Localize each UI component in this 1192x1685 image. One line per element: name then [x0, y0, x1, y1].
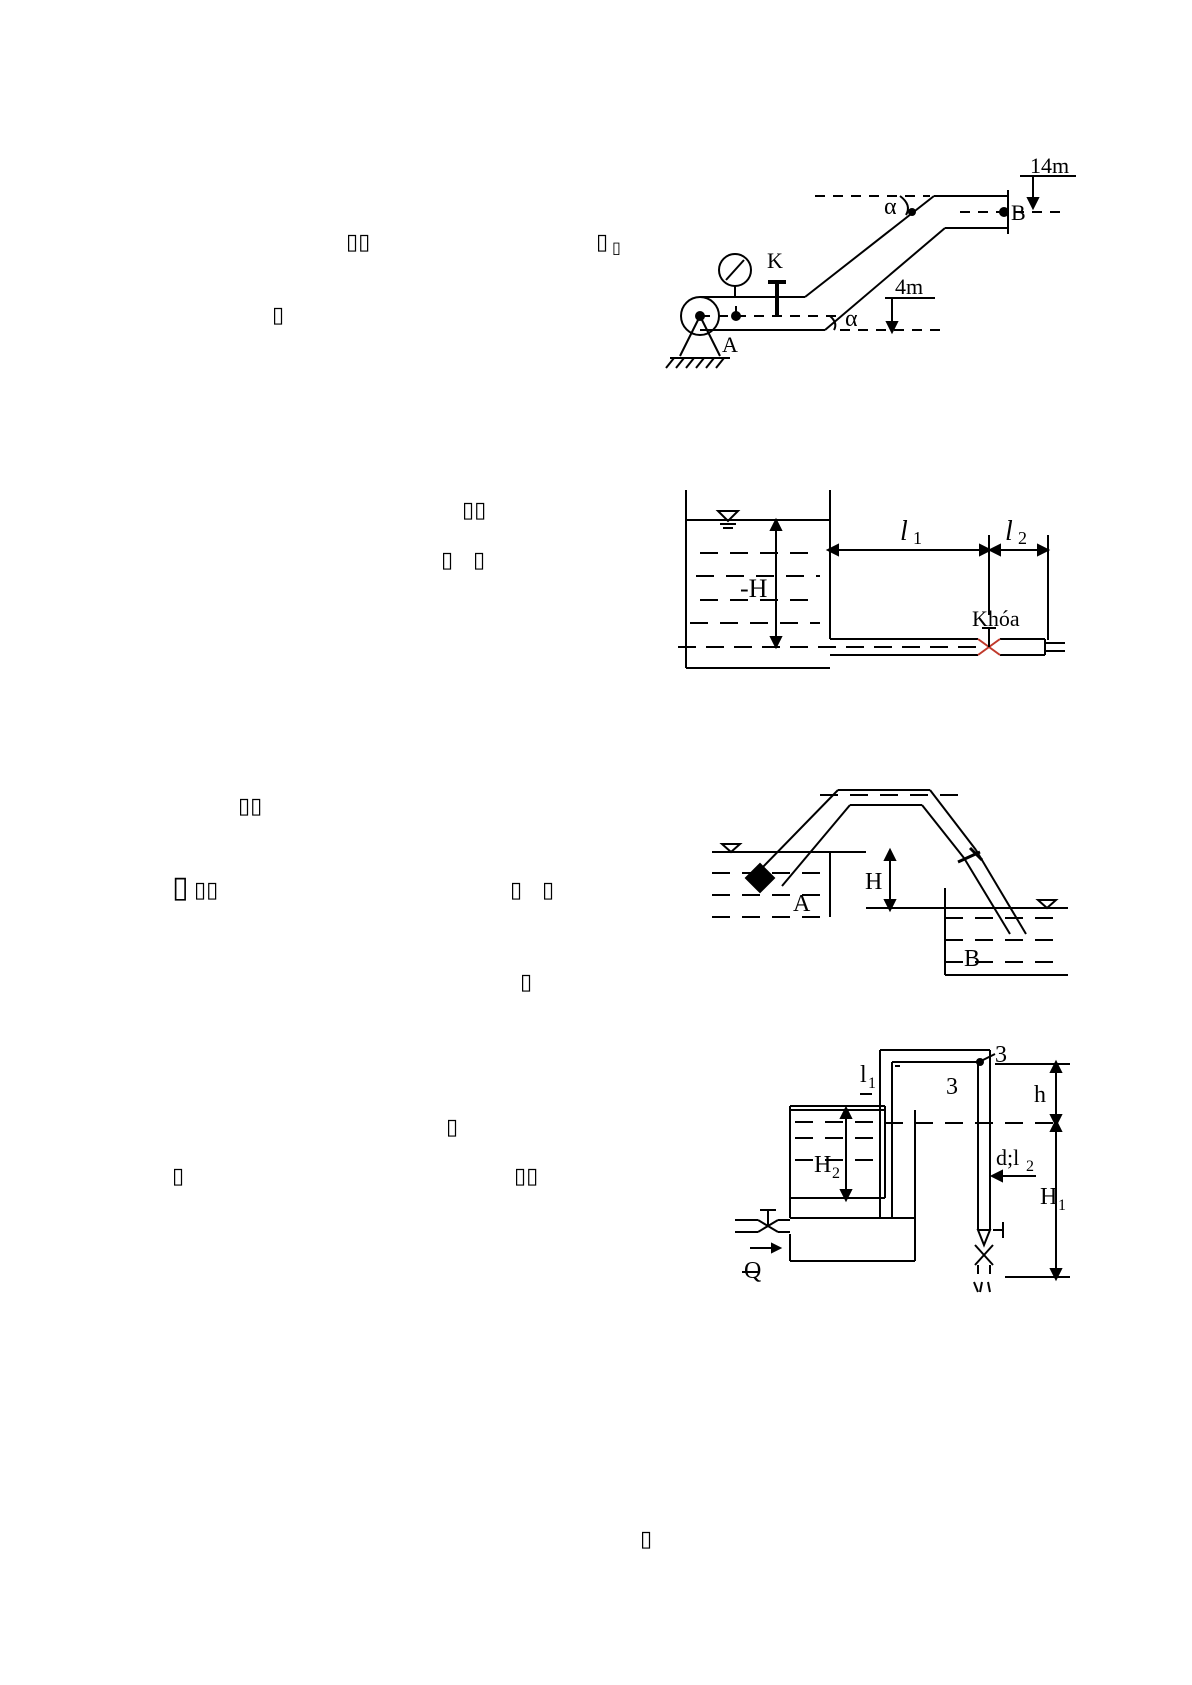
dim-4m-label: 4m [895, 274, 924, 299]
alpha-bottom-label: α [845, 306, 858, 332]
reservoir-b-label: B [964, 946, 981, 972]
page-number-fragment: ▯ [640, 1527, 653, 1552]
text-fragment: ▯ [596, 230, 609, 255]
alpha-top-label: α [884, 194, 897, 220]
text-fragment: ▯▯ [514, 1164, 539, 1189]
text-fragment: ▯ [612, 238, 621, 257]
head-h-label: -H [740, 574, 768, 603]
text-fragment: ▯ [441, 548, 454, 573]
l2-label: l [1005, 516, 1013, 547]
reservoir-a-label: A [793, 891, 811, 917]
point-3-inner-label: 3 [946, 1074, 958, 1100]
l1-subscript: 1 [913, 528, 922, 548]
l1-label: l [900, 516, 908, 547]
l1-label: l [860, 1062, 867, 1088]
head-h-label: H [865, 869, 883, 895]
k-label: K [767, 248, 783, 273]
text-fragment: ▯ [520, 970, 533, 995]
valve-label: Khóa [972, 606, 1020, 631]
point-3-top-label: 3 [995, 1042, 1007, 1068]
text-fragment: ▯ [510, 878, 523, 903]
l2-subscript: 2 [1018, 528, 1027, 548]
l1-subscript: 1 [868, 1075, 876, 1092]
dl2-subscript: 2 [1026, 1158, 1034, 1175]
text-fragment: ▯ [172, 870, 189, 905]
text-fragment: ▯▯ [346, 230, 371, 255]
h-label: h [1034, 1082, 1046, 1108]
dl2-label: d;l [996, 1145, 1020, 1170]
text-fragment: ▯▯ [238, 794, 263, 819]
text-fragment: ▯ [542, 878, 555, 903]
h1-label: H [1040, 1184, 1058, 1210]
point-b-label: B [1011, 200, 1026, 225]
text-fragment: ▯ [446, 1115, 459, 1140]
h2-label: H [814, 1152, 832, 1178]
dim-14m-label: 14m [1030, 153, 1070, 178]
text-fragment: ▯ [473, 548, 486, 573]
point-a-label: A [722, 332, 738, 357]
text-fragment: ▯▯ [194, 878, 219, 903]
flow-q-label: Q [744, 1258, 762, 1284]
h2-subscript: 2 [832, 1165, 840, 1182]
text-fragment: ▯ [272, 303, 285, 328]
text-fragment: ▯ [172, 1164, 185, 1189]
text-fragment: ▯▯ [462, 498, 487, 523]
h1-subscript: 1 [1058, 1197, 1066, 1214]
